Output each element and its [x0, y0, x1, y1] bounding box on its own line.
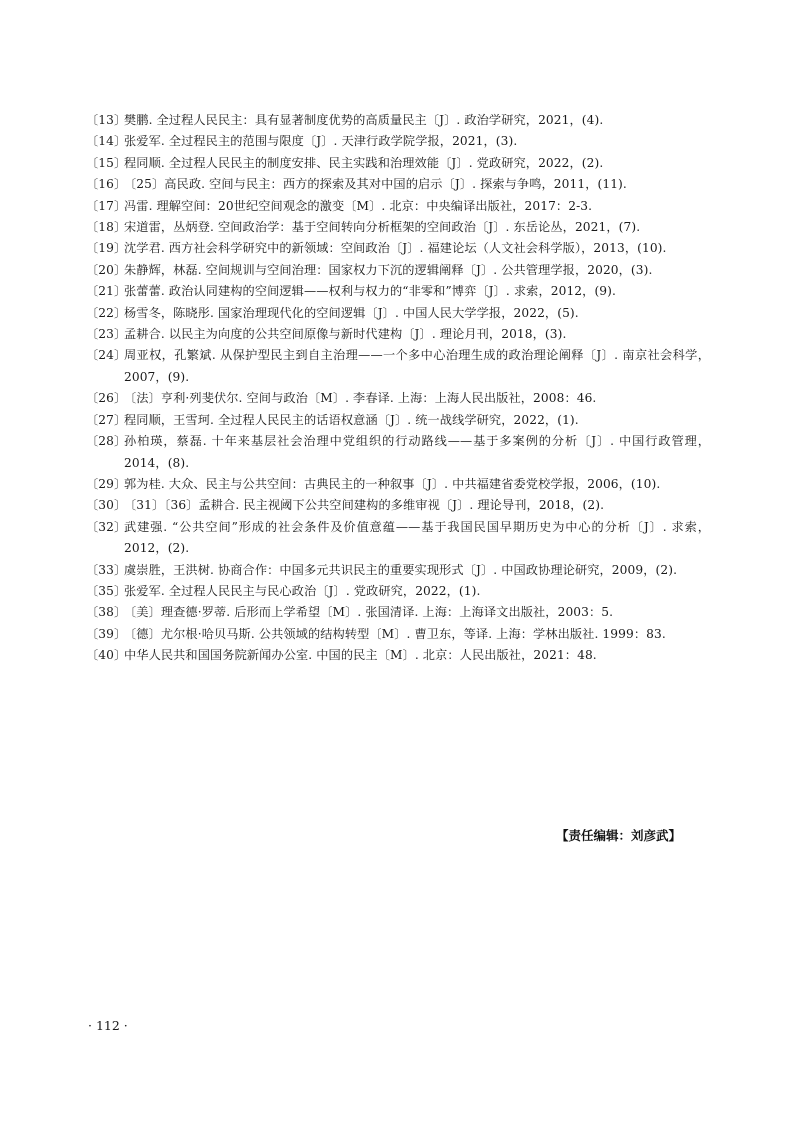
reference-number: 〔29〕 [86, 476, 127, 491]
reference-item [86, 388, 710, 409]
reference-number: 〔35〕 [86, 583, 127, 598]
reference-number: 〔27〕 [86, 412, 127, 427]
reference-item [86, 174, 710, 195]
responsible-editor-note: 【责任编辑：刘彦武】 [555, 828, 681, 843]
reference-number: 〔26〕 [86, 391, 127, 406]
page-number: · 112 · [88, 1018, 128, 1033]
reference-item [86, 196, 710, 217]
reference-text: 樊鹏. 全过程人民民主：具有显著制度优势的高质量民主〔J〕. 政治学研究，2021，(4). [124, 113, 604, 127]
reference-text: 〔法〕亨利·列斐伏尔. 空间与政治〔M〕. 李春译. 上海：上海人民出版社，2008：46. [124, 391, 597, 406]
reference-text: 孙柏瑛，蔡磊. 十年来基层社会治理中党组织的行动路线——基于多案例的分析〔J〕. 中国行政管理，2014，(8). [124, 434, 710, 470]
reference-item [86, 217, 710, 238]
reference-number: 〔40〕 [86, 648, 127, 663]
reference-item [86, 410, 710, 431]
reference-text: 朱静辉，林磊. 空间规训与空间治理：国家权力下沉的逻辑阐释〔J〕. 公共管理学报，2020，(3). [124, 262, 653, 277]
reference-text: 杨雪冬，陈晓彤. 国家治理现代化的空间逻辑〔J〕. 中国人民大学学报，2022，(5). [124, 305, 579, 320]
reference-text: 〔美〕理查德·罗蒂. 后形而上学希望〔M〕. 张国清译. 上海：上海译文出版社，2003：5. [124, 605, 614, 620]
reference-number: 〔24〕 [86, 348, 127, 363]
reference-text: 郭为桂. 大众、民主与公共空间：古典民主的一种叙事〔J〕. 中共福建省委党校学报，2006，(10). [124, 476, 661, 491]
reference-text: 程同顺，王雪珂. 全过程人民民主的话语权意涵〔J〕. 统一战线学研究，2022，(1). [124, 412, 579, 427]
reference-item [86, 431, 710, 474]
reference-text: 孟耕合. 以民主为向度的公共空间原像与新时代建构〔J〕. 理论月刊，2018，(3). [124, 327, 567, 342]
reference-text: 冯雷. 理解空间：20世纪空间观念的激变〔M〕. 北京：中央编译出版社，2017：2-3. [124, 198, 593, 213]
reference-item [86, 624, 710, 645]
reference-text: 武建强. “公共空间”形成的社会条件及价值意蕴——基于我国民国早期历史为中心的分析〔J〕. 求索，2012，(2). [124, 519, 710, 556]
reference-item [86, 260, 710, 281]
reference-text: 〔31〕〔36〕孟耕合. 民主视阈下公共空间建构的多维审视〔J〕. 理论导刊，2018，(2). [124, 498, 605, 513]
reference-number: 〔17〕 [86, 198, 127, 213]
reference-number: 〔38〕 [86, 605, 127, 620]
reference-number: 〔15〕 [86, 155, 127, 170]
reference-item [86, 153, 710, 174]
reference-number: 〔22〕 [86, 305, 127, 320]
reference-text: 张蕾蕾. 政治认同建构的空间逻辑——权利与权力的“非零和”博弈〔J〕. 求索，2012，(9). [124, 284, 616, 299]
reference-number: 〔14〕 [86, 134, 127, 149]
reference-item [86, 345, 710, 388]
reference-text: 张爱军. 全过程民主的范围与限度〔J〕. 天津行政学院学报，2021，(3). [124, 134, 518, 149]
reference-item [86, 645, 710, 666]
reference-number: 〔39〕 [86, 626, 127, 641]
reference-item [86, 581, 710, 602]
reference-text: 〔25〕高民政. 空间与民主：西方的探索及其对中国的启示〔J〕. 探索与争鸣，2011，(11). [124, 177, 627, 192]
reference-text: 张爱军. 全过程人民民主与民心政治〔J〕. 党政研究，2022，(1). [124, 583, 481, 598]
reference-number: 〔33〕 [86, 562, 127, 577]
reference-number: 〔28〕 [86, 434, 127, 449]
reference-text: 程同顺. 全过程人民民主的制度安排、民主实践和治理效能〔J〕. 党政研究，2022，(2). [124, 155, 604, 170]
reference-list [86, 110, 710, 667]
reference-number: 〔18〕 [86, 220, 127, 235]
reference-item [86, 474, 710, 495]
reference-item [86, 303, 710, 324]
reference-item [86, 131, 710, 152]
reference-text: 周亚权，孔繁斌. 从保护型民主到自主治理——一个多中心治理生成的政治理论阐释〔J〕. 南京社会科学，2007，(9). [124, 348, 710, 384]
reference-item [86, 517, 710, 560]
reference-number: 〔23〕 [86, 327, 127, 342]
reference-text: 宋道雷，丛炳登. 空间政治学：基于空间转向分析框架的空间政治〔J〕. 东岳论丛，2021，(7). [124, 220, 641, 235]
reference-item [86, 602, 710, 623]
reference-text: 中华人民共和国国务院新闻办公室. 中国的民主〔M〕. 北京：人民出版社，2021：48. [124, 648, 597, 663]
reference-number: 〔16〕 [86, 177, 127, 192]
reference-number: 〔21〕 [86, 284, 127, 299]
reference-item [86, 110, 710, 131]
reference-number: 〔13〕 [86, 113, 127, 127]
reference-item [86, 495, 710, 516]
reference-number: 〔19〕 [86, 241, 127, 256]
reference-item [86, 238, 710, 259]
reference-number: 〔30〕 [86, 498, 127, 513]
reference-number: 〔32〕 [86, 519, 127, 534]
reference-text: 〔德〕尤尔根·哈贝马斯. 公共领域的结构转型〔M〕. 曹卫东，等译. 上海：学林出版社. 1999：83. [124, 626, 666, 641]
reference-item [86, 281, 710, 302]
reference-number: 〔20〕 [86, 262, 127, 277]
reference-item [86, 560, 710, 581]
reference-text: 虞崇胜，王洪树. 协商合作：中国多元共识民主的重要实现形式〔J〕. 中国政协理论研究，2009，(2). [124, 562, 678, 577]
reference-text: 沈学君. 西方社会科学研究中的新领域：空间政治〔J〕. 福建论坛（人文社会科学版），2013，(10). [124, 241, 667, 256]
reference-item [86, 324, 710, 345]
